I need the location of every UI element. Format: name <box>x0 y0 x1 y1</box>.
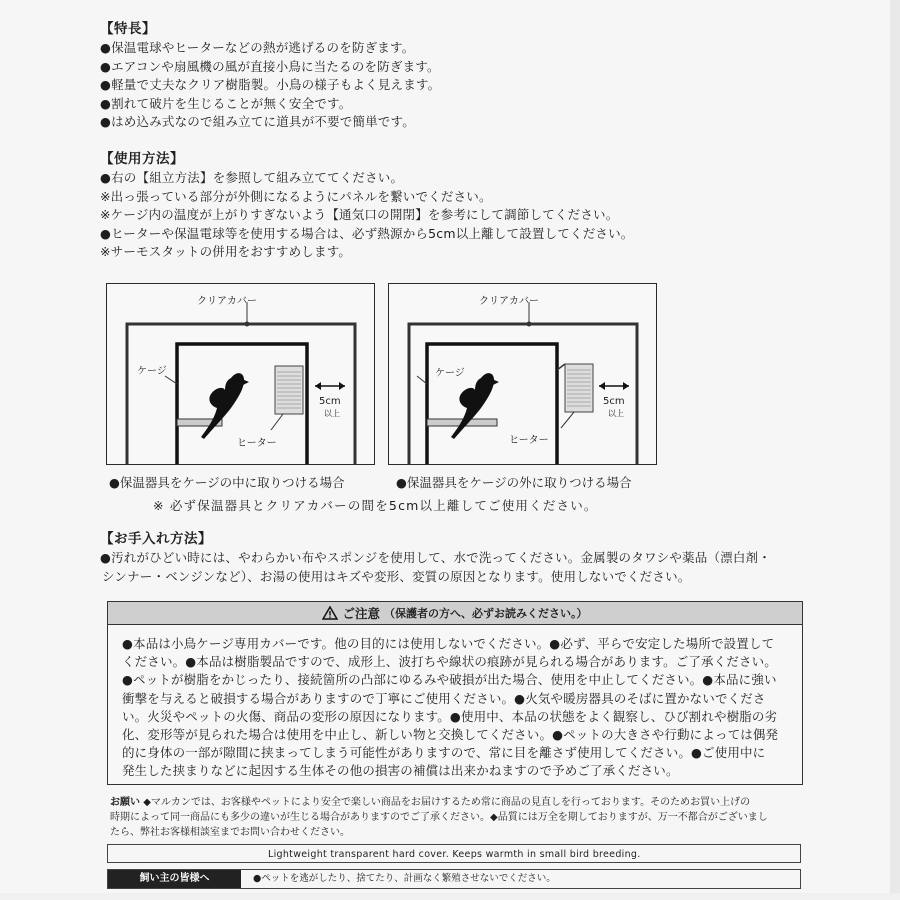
usage-item: ●ヒーターや保温電球等を使用する場合は、必ず熱源から5cm以上離して設置してください。 <box>100 225 634 241</box>
usage-item: ※出っ張っている部分が外側になるようにパネルを繋いでください。 <box>100 188 492 204</box>
feature-item: ●保温電球やヒーターなどの熱が逃げるのを防ぎます。 <box>100 40 415 55</box>
request-line: たら、弊社お客様相談室までお問い合わせください。 <box>110 827 350 838</box>
owner-notice <box>107 869 801 889</box>
arrow-head-left <box>315 382 321 390</box>
care-item: ●汚れがひどい時には、やわらかい布やスポンジを使用して、水で洗ってください。金属製のタワシや薬品（漂白剤・ <box>100 550 771 565</box>
diagram-heater-inside <box>106 283 375 465</box>
feature-item: ●割れて破片を生じることが無く安全です。 <box>100 95 352 111</box>
caution-line: 化、変形等が見られた場合は使用を中止し、新しい物と交換してください。●ペットの大きさや行動によっては偶発 <box>122 727 779 743</box>
bird-silhouette <box>201 373 244 439</box>
caution-body <box>108 625 802 781</box>
request-text: ◆マルカンでは、お客様やペットにより安全で楽しい商品をお届けするため常に商品の見直しを行っております。そのためお買い上げの <box>143 797 751 808</box>
cage-outline <box>427 344 557 464</box>
caution-box <box>107 601 803 785</box>
page-bottom-edge <box>0 893 900 900</box>
owner-text: ●ペットを逃がしたり、捨てたり、計画なく繁殖させないでください。 <box>253 873 556 884</box>
caution-subtitle: （保護者の方へ、必ずお読みください。） <box>384 607 588 620</box>
figure-caption-inside: ●保温器具をケージの中に取りつける場合 <box>109 475 345 490</box>
usage-title: 【使用方法】 <box>100 151 184 167</box>
figure-caption-outside: ●保温器具をケージの外に取りつける場合 <box>396 475 632 490</box>
heater-body <box>565 364 593 412</box>
heater-leader-line <box>271 414 283 430</box>
care-item: シンナー・ベンジンなど）、お湯の使用はキズや変形、変質の原因となります。使用しないでください。 <box>102 568 691 584</box>
heater-leader-line <box>561 412 574 428</box>
heater-label: ヒーター <box>509 435 549 446</box>
feature-item: ●エアコンや扇風機の風が直接小鳥に当たるのを防ぎます。 <box>100 58 440 74</box>
usage-section <box>100 150 880 262</box>
cage-label: ケージ <box>435 368 465 379</box>
caution-line: ください。●本品は樹脂製品ですので、成形上、波打ちや線状の痕跡が見られる場合があります。ご了承ください。 <box>122 654 777 670</box>
bird-silhouette <box>451 373 494 439</box>
cover-leader-dot <box>527 322 532 327</box>
care-section <box>100 530 880 586</box>
request-line: 時期によって同一商品にも多少の違いが生じる場合がありますのでご了承ください。◆品質には万全を期しておりますが、万一不都合がございまし <box>110 812 768 823</box>
caution-line: ●本品は小鳥ケージ専用カバーです。他の目的には使用しないでください。●必ず、平らで安定した場所で設置して <box>122 636 775 651</box>
caution-line: 衝撃を与えると破損する場合がありますので丁寧にご使用ください。●火気や暖房器具のそばに置かないでくださ <box>122 690 766 706</box>
page-edge <box>890 0 900 900</box>
cover-leader-dot <box>245 322 250 327</box>
cage-label: ケージ <box>137 366 167 377</box>
caution-title: ご注意 <box>342 606 380 621</box>
usage-item: ※ケージ内の温度が上がりすぎないよう【通気口の開閉】を参考にして調節してください。 <box>100 207 619 222</box>
cover-label: クリアカバー <box>197 296 257 307</box>
english-description: Lightweight transparent hard cover. Keeps warmth in small bird breeding. <box>107 844 801 863</box>
caution-line: ●ペットが樹脂をかじったり、接続箇所の凸部にゆるみや破損が出た場合、使用を中止してください。●本品に強い <box>122 672 777 688</box>
request-line <box>110 795 810 810</box>
caution-line: 的に身体の一部が隙間に挟まってしまう可能性がありますので、常に目を離さず使用してください。●ご使用中に <box>122 745 766 761</box>
caution-line: い。火災やペットの火傷、商品の変形の原因になります。●使用中、本品の状態をよく観察し、ひび割れや樹脂の劣 <box>122 708 778 724</box>
care-title: 【お手入れ方法】 <box>100 531 212 547</box>
feature-item: ●はめ込み式なので組み立てに道具が不要で簡単です。 <box>100 114 415 129</box>
distance-sub-label: 以上 <box>324 409 340 418</box>
caution-line: 発生した挟まりなどに起因する生体その他の損害の補償は出来かねますので予めご了承ください。 <box>122 763 679 779</box>
heater-body <box>275 366 303 414</box>
heater-label: ヒーター <box>237 438 277 449</box>
request-label: お願い <box>110 797 140 808</box>
warning-icon <box>322 606 338 620</box>
arrow-head-right <box>623 382 629 390</box>
distance-sub-label: 以上 <box>608 409 624 418</box>
features-title: 【特長】 <box>100 21 156 37</box>
figure-note: ※ 必ず保温器具とクリアカバーの間を5cm以上離してご使用ください。 <box>153 498 598 513</box>
usage-item: ●右の【組立方法】を参照して組み立ててください。 <box>100 170 404 185</box>
arrow-head-right <box>339 382 345 390</box>
bird-beak <box>242 379 249 385</box>
features-section <box>100 20 880 132</box>
feature-item: ●軽量で丈夫なクリア樹脂製。小鳥の様子もよく見えます。 <box>100 77 441 92</box>
caution-header <box>108 602 802 625</box>
distance-label: 5cm <box>603 396 625 407</box>
usage-item: ※サーモスタットの併用をおすすめします。 <box>100 244 352 259</box>
diagram-heater-outside <box>388 283 657 465</box>
cage-leader-line <box>165 376 177 384</box>
distance-label: 5cm <box>319 396 341 407</box>
request-section <box>110 795 810 840</box>
cover-label: クリアカバー <box>479 296 539 307</box>
bird-beak <box>492 379 499 385</box>
arrow-head-left <box>599 382 605 390</box>
owner-tag: 飼い主の皆様へ <box>108 870 241 888</box>
